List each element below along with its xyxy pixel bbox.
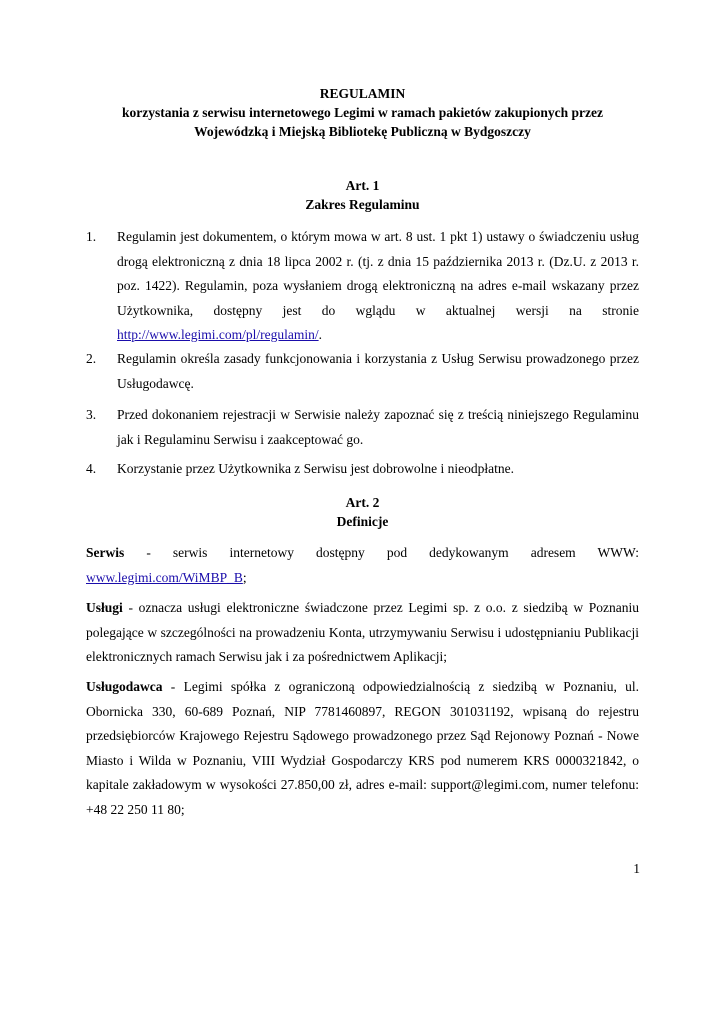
art1-item-1: [86, 225, 639, 348]
title-line-3: Wojewódzką i Miejską Bibliotekę Publiczną w Bydgoszczy: [194, 124, 531, 139]
definition-uslugi: Usługi - oznacza usługi elektroniczne świadczone przez Legimi sp. z o.o. z siedzibą w Poznaniu polegające w szczególności na prowadzeniu Konta, utrzymywaniu Serwisu i udostępnianiu Publikacji elektronicznych ramach Serwisu jak i za pośrednictwem Aplikacji;: [86, 600, 639, 664]
art1-item-2: [86, 347, 639, 396]
art2-heading: [60, 493, 665, 531]
item-text: Korzystanie przez Użytkownika z Serwisu jest dobrowolne i nieodpłatne.: [117, 461, 515, 476]
item-number: 2.: [86, 351, 97, 366]
definition-term: Serwis: [86, 545, 125, 560]
regulamin-link[interactable]: http://www.legimi.com/pl/regulamin/: [117, 327, 319, 342]
art1-item-4: [86, 457, 639, 482]
art1-item-3: [86, 403, 639, 452]
serwis-link[interactable]: www.legimi.com/WiMBP_B: [86, 569, 243, 585]
definition-term: Usługi: [86, 600, 123, 615]
definition-term: Usługodawca: [86, 679, 163, 694]
item-number: 4.: [86, 461, 97, 476]
page-number: 1: [633, 861, 640, 876]
art1-title: Zakres Regulaminu: [305, 197, 420, 212]
definition-uslugodawca: Usługodawca - Legimi spółka z ograniczoną odpowiedzialnością z siedzibą w Poznaniu, ul. Obornicka 330, 60-689 Poznań, NIP 7781460897, REGON 301031192, wpisaną do rejestru przedsiębiorców Krajowego Rejestru Sądowego prowadzonego przez Sąd Rejonowy Poznań - Nowe Miasto i Wilda w Poznaniu, VIII Wydział Gospodarczy KRS pod numerem KRS 0000321842, o kapitale zakładowym w wysokości 27.850,00 zł, adres e-mail: support@legimi.com, numer telefonu: +48 22 250 11 80;: [86, 679, 639, 817]
art1-number: Art. 1: [345, 178, 380, 193]
definition-serwis: Serwis - serwis internetowy dostępny pod dedykowanym adresem WWW: www.legimi.com/WiMBP_B;: [86, 545, 639, 585]
art2-title: Definicje: [336, 514, 389, 529]
item-text: Przed dokonaniem rejestracji w Serwisie należy zapoznać się z treścią niniejszego Regulaminu jak i Regulaminu Serwisu i zaakceptować go.: [117, 407, 639, 447]
item-number: 1.: [86, 229, 97, 244]
art2-number: Art. 2: [345, 495, 380, 510]
title-line-1: REGULAMIN: [319, 86, 406, 101]
title-line-2: korzystania z serwisu internetowego Legimi w ramach pakietów zakupionych przez: [121, 105, 604, 120]
item-number: 3.: [86, 407, 97, 422]
item-text: Regulamin określa zasady funkcjonowania i korzystania z Usług Serwisu prowadzonego przez Usługodawcę.: [117, 351, 639, 391]
item-text: Regulamin jest dokumentem, o którym mowa w art. 8 ust. 1 pkt 1) ustawy o świadczeniu usług drogą elektroniczną z dnia 18 lipca 2002 r. (tj. z dnia 15 października 2013 r. (Dz.U. z 2013 r. poz. 1422). Regulamin, poza wysłaniem drogą elektroniczną na adres e-mail wskazany przez Użytkownika, dostępny jest do wglądu w aktualnej wersji na stronie http://www.legimi.com/pl/regulamin/.: [117, 229, 639, 342]
document-title: [60, 84, 665, 141]
art1-heading: [60, 176, 665, 214]
